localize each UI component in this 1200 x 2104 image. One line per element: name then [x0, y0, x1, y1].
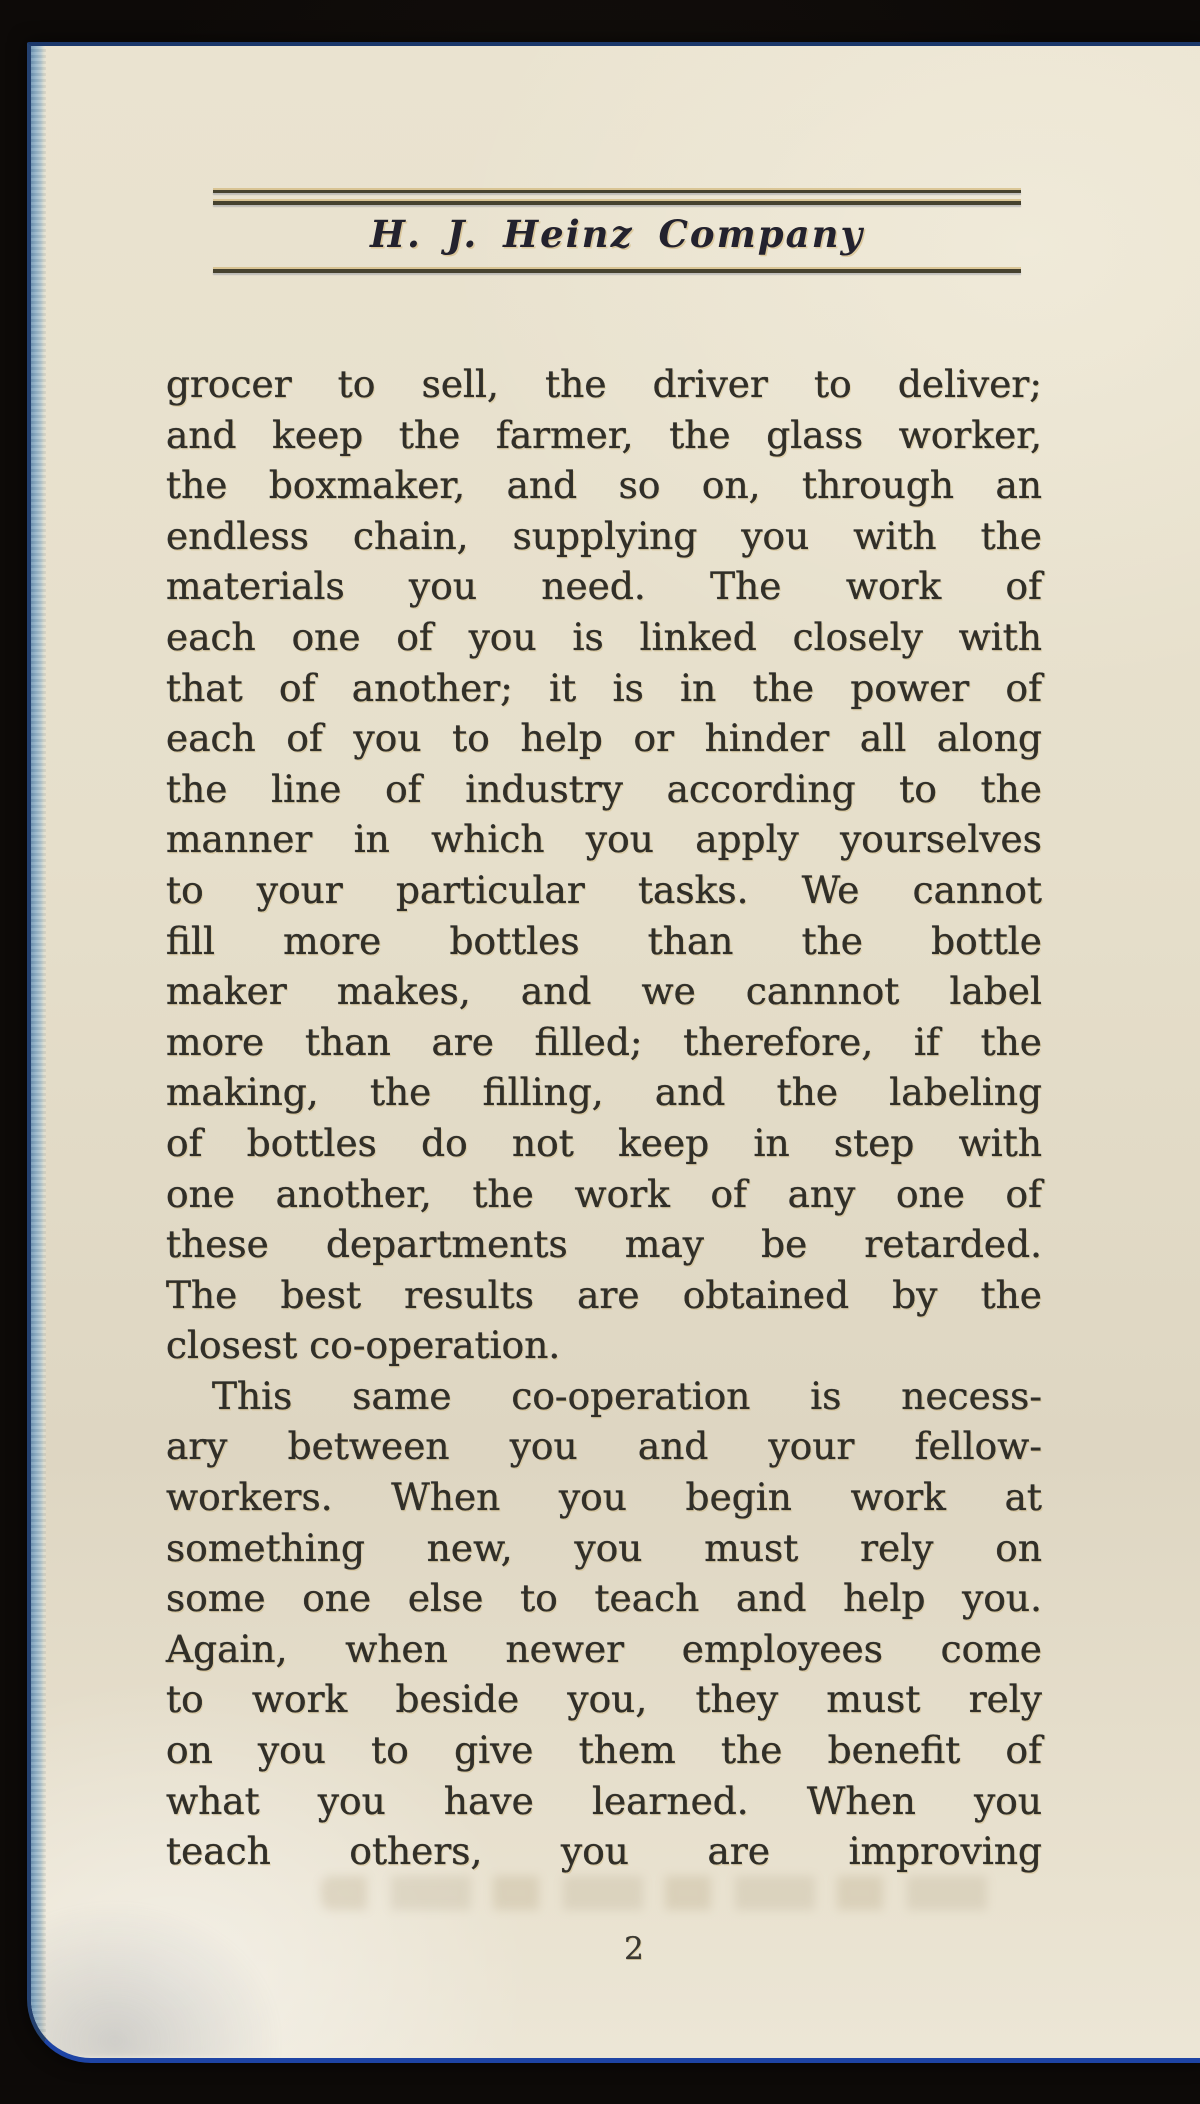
text-line: some one else to teach and help you. — [166, 1576, 1042, 1621]
text-line: the line of industry according to the — [166, 766, 1042, 811]
page-number: 2 — [624, 1931, 644, 1967]
text-line: The best results are obtained by the — [166, 1272, 1042, 1317]
text-line: that of another; it is in the power of — [166, 665, 1042, 710]
header-rule-bottom — [213, 269, 1021, 273]
text-line: each one of you is linked closely with — [166, 614, 1042, 659]
text-line: and keep the farmer, the glass worker, — [166, 412, 1042, 457]
text-line: Again, when newer employees come — [166, 1626, 1042, 1671]
text-line: on you to give them the benefit of — [166, 1728, 1042, 1773]
page-left-edge — [31, 46, 46, 2058]
text-line: making, the filling, and the labeling — [166, 1070, 1042, 1115]
page-sheet — [27, 42, 1200, 2063]
text-line: to your particular tasks. We cannot — [166, 867, 1042, 912]
text-line: what you have learned. When you — [166, 1778, 1042, 1823]
body-text — [166, 359, 1042, 1877]
text-line: one another, the work of any one of — [166, 1171, 1042, 1216]
text-line: manner in which you apply yourselves — [166, 817, 1042, 862]
text-line: more than are filled; therefore, if the — [166, 1019, 1042, 1064]
page-footer — [166, 1931, 1042, 1967]
text-line: closest co-operation. — [166, 1323, 561, 1368]
text-line: teach others, you are improving — [166, 1829, 1042, 1874]
text-line: endless chain, supplying you with the — [166, 513, 1042, 558]
text-line: This same co-operation is necess- — [212, 1373, 1042, 1418]
header-rule-top-1 — [213, 190, 1021, 193]
text-line: workers. When you begin work at — [166, 1475, 1042, 1520]
page-showthrough — [321, 1876, 1001, 1910]
page-title: H. J. Heinz Company — [370, 212, 864, 256]
text-line: to work beside you, they must rely — [166, 1677, 1042, 1722]
text-line: the boxmaker, and so on, through an — [166, 463, 1042, 508]
text-line: these departments may be retarded. — [166, 1222, 1042, 1267]
text-line: grocer to sell, the driver to deliver; — [166, 362, 1042, 406]
page-header — [213, 190, 1021, 276]
text-line: ary between you and your fellow- — [166, 1424, 1042, 1469]
text-line: fill more bottles than the bottle — [166, 918, 1042, 963]
header-rule-top-2 — [213, 201, 1021, 205]
corner-smudge — [37, 1888, 297, 2058]
text-line: maker makes, and we cannnot label — [166, 969, 1042, 1014]
text-line: something new, you must rely on — [166, 1525, 1042, 1570]
text-line: each of you to help or hinder all along — [166, 716, 1042, 761]
text-line: of bottles do not keep in step with — [166, 1120, 1042, 1165]
text-line: materials you need. The work of — [166, 564, 1042, 609]
